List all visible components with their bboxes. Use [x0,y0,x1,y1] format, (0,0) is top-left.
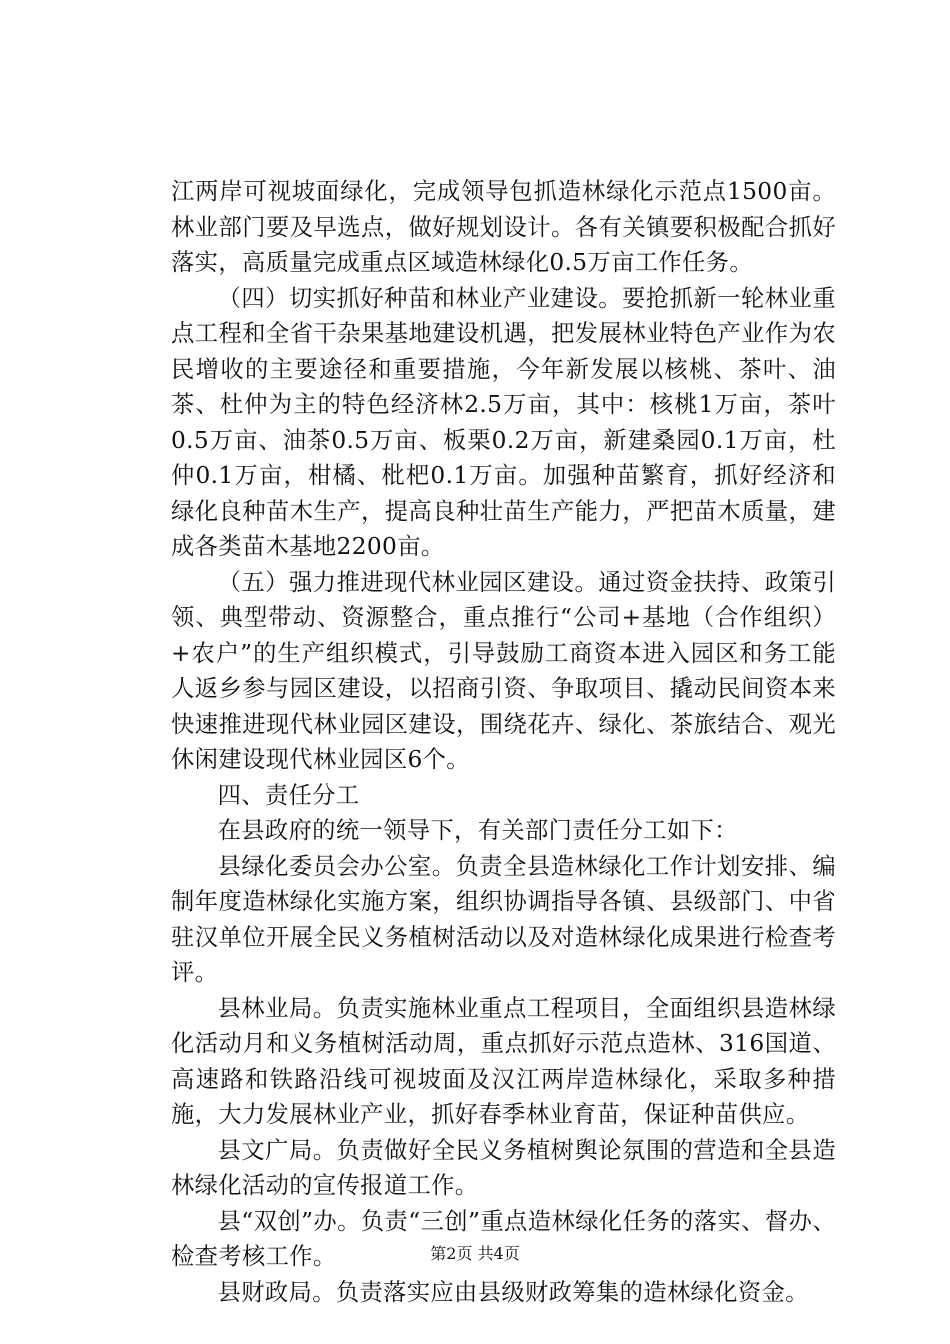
paragraph-3: （五）强力推进现代林业园区建设。通过资金扶持、政策引领、典型带动、资源整合，重点推行“公司+基地（合作组织）+农户”的生产组织模式，引导鼓励工商资本进入园区和务工能人返乡参与园区建设，以招商引资、争取项目、撬动民间资本来快速推进现代林业园区建设，围绕花卉、绿化、茶旅结合、观光休闲建设现代林业园区6个。 [171,568,836,773]
page-footer: 第2页 共4页 [430,1244,520,1263]
paragraph-7: 县林业局。负责实施林业重点工程项目，全面组织县造林绿化活动月和义务植树活动周，重点抓好示范点造林、316国道、高速路和铁路沿线可视坡面及汉江两岸造林绿化，采取多种措施，大力发展林业产业，抓好春季林业育苗，保证种苗供应。 [171,994,836,1128]
paragraph-1: 江两岸可视坡面绿化，完成领导包抓造林绿化示范点1500亩。林业部门要及早选点，做好规划设计。各有关镇要积极配合抓好落实，高质量完成重点区域造林绿化0.5万亩工作任务。 [171,178,836,276]
paragraph-5: 在县政府的统一领导下，有关部门责任分工如下： [217,817,738,844]
document-body [171,174,836,1310]
paragraph-9: 县“双创”办。负责“三创”重点造林绿化任务的落实、督办、检查考核工作。 [171,1207,836,1270]
section-heading: 四、责任分工 [217,781,360,809]
paragraph-8: 县文广局。负责做好全民义务植树舆论氛围的营造和全县造林绿化活动的宣传报道工作。 [171,1136,836,1199]
paragraph-10: 县财政局。负责落实应由县级财政筹集的造林绿化资金。 [217,1278,809,1306]
paragraph-6: 县绿化委员会办公室。负责全县造林绿化工作计划安排、编制年度造林绿化实施方案，组织协调指导各镇、县级部门、中省驻汉单位开展全民义务植树活动以及对造林绿化成果进行检查考评。 [171,852,836,986]
paragraph-2: （四）切实抓好种苗和林业产业建设。要抢抓新一轮林业重点工程和全省干杂果基地建设机遇，把发展林业特色产业作为农民增收的主要途径和重要措施，今年新发展以核桃、茶叶、油茶、杜仲为主的特色经济林2.5万亩，其中：核桃1万亩，茶叶0.5万亩、油茶0.5万亩、板栗0.2万亩，新建桑园0.1万亩，杜仲0.1万亩，柑橘、枇杷0.1万亩。加强种苗繁育，抓好经济和绿化良种苗木生产，提高良种壮苗生产能力，严把苗木质量，建成各类苗木基地2200亩。 [171,284,836,560]
